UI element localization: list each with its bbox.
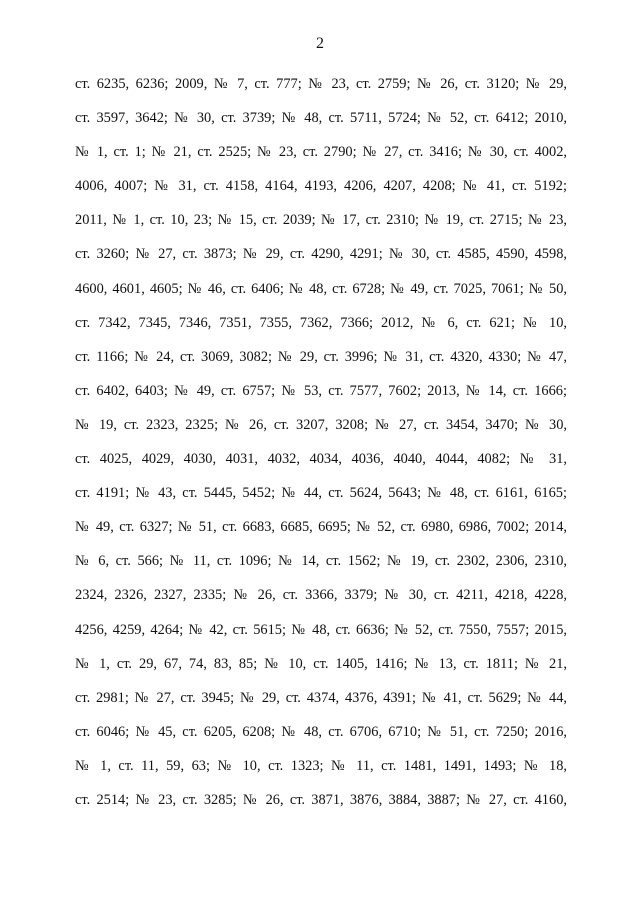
text-line: ст. 3597, 3642; № 30, ст. 3739; № 48, ст. 5711, 5724; № 52, ст. 6412; 2010, <box>75 110 567 127</box>
text-line: ст. 6402, 6403; № 49, ст. 6757; № 53, ст. 7577, 7602; 2013, № 14, ст. 1666; <box>75 382 567 399</box>
text-line: № 1, ст. 1; № 21, ст. 2525; № 23, ст. 2790; № 27, ст. 3416; № 30, ст. 4002, <box>75 144 567 161</box>
page-number: 2 <box>316 35 324 52</box>
text-line: 4256, 4259, 4264; № 42, ст. 5615; № 48, ст. 6636; № 52, ст. 7550, 7557; 2015, <box>75 621 567 638</box>
text-line: 4006, 4007; № 31, ст. 4158, 4164, 4193, 4206, 4207, 4208; № 41, ст. 5192; <box>75 178 567 195</box>
text-line: № 1, ст. 11, 59, 63; № 10, ст. 1323; № 11, ст. 1481, 1491, 1493; № 18, <box>75 757 567 774</box>
text-line: ст. 7342, 7345, 7346, 7351, 7355, 7362, 7366; 2012, № 6, ст. 621; № 10, <box>75 314 567 331</box>
text-line: ст. 4191; № 43, ст. 5445, 5452; № 44, ст. 5624, 5643; № 48, ст. 6161, 6165; <box>75 485 567 502</box>
text-line: ст. 2981; № 27, ст. 3945; № 29, ст. 4374, 4376, 4391; № 41, ст. 5629; № 44, <box>75 689 567 706</box>
text-line: № 6, ст. 566; № 11, ст. 1096; № 14, ст. 1562; № 19, ст. 2302, 2306, 2310, <box>75 553 567 570</box>
text-line: ст. 6235, 6236; 2009, № 7, ст. 777; № 23, ст. 2759; № 26, ст. 3120; № 29, <box>75 76 567 92</box>
text-line: ст. 3260; № 27, ст. 3873; № 29, ст. 4290, 4291; № 30, ст. 4585, 4590, 4598, <box>75 246 567 263</box>
text-line: 2324, 2326, 2327, 2335; № 26, ст. 3366, 3379; № 30, ст. 4211, 4218, 4228, <box>75 587 567 604</box>
text-line: ст. 6046; № 45, ст. 6205, 6208; № 48, ст. 6706, 6710; № 51, ст. 7250; 2016, <box>75 723 567 740</box>
text-line: № 19, ст. 2323, 2325; № 26, ст. 3207, 3208; № 27, ст. 3454, 3470; № 30, <box>75 416 567 433</box>
text-line: № 49, ст. 6327; № 51, ст. 6683, 6685, 6695; № 52, ст. 6980, 6986, 7002; 2014, <box>75 519 567 536</box>
text-line: 4600, 4601, 4605; № 46, ст. 6406; № 48, ст. 6728; № 49, ст. 7025, 7061; № 50, <box>75 280 567 297</box>
text-line: ст. 1166; № 24, ст. 3069, 3082; № 29, ст. 3996; № 31, ст. 4320, 4330; № 47, <box>75 348 567 365</box>
text-line: ст. 4025, 4029, 4030, 4031, 4032, 4034, 4036, 4040, 4044, 4082; № 31, <box>75 451 567 468</box>
text-line: 2011, № 1, ст. 10, 23; № 15, ст. 2039; № 17, ст. 2310; № 19, ст. 2715; № 23, <box>75 212 567 229</box>
text-line: ст. 2514; № 23, ст. 3285; № 26, ст. 3871, 3876, 3884, 3887; № 27, ст. 4160, <box>75 791 567 808</box>
body-text <box>75 74 567 824</box>
text-line: № 1, ст. 29, 67, 74, 83, 85; № 10, ст. 1405, 1416; № 13, ст. 1811; № 21, <box>75 655 567 672</box>
